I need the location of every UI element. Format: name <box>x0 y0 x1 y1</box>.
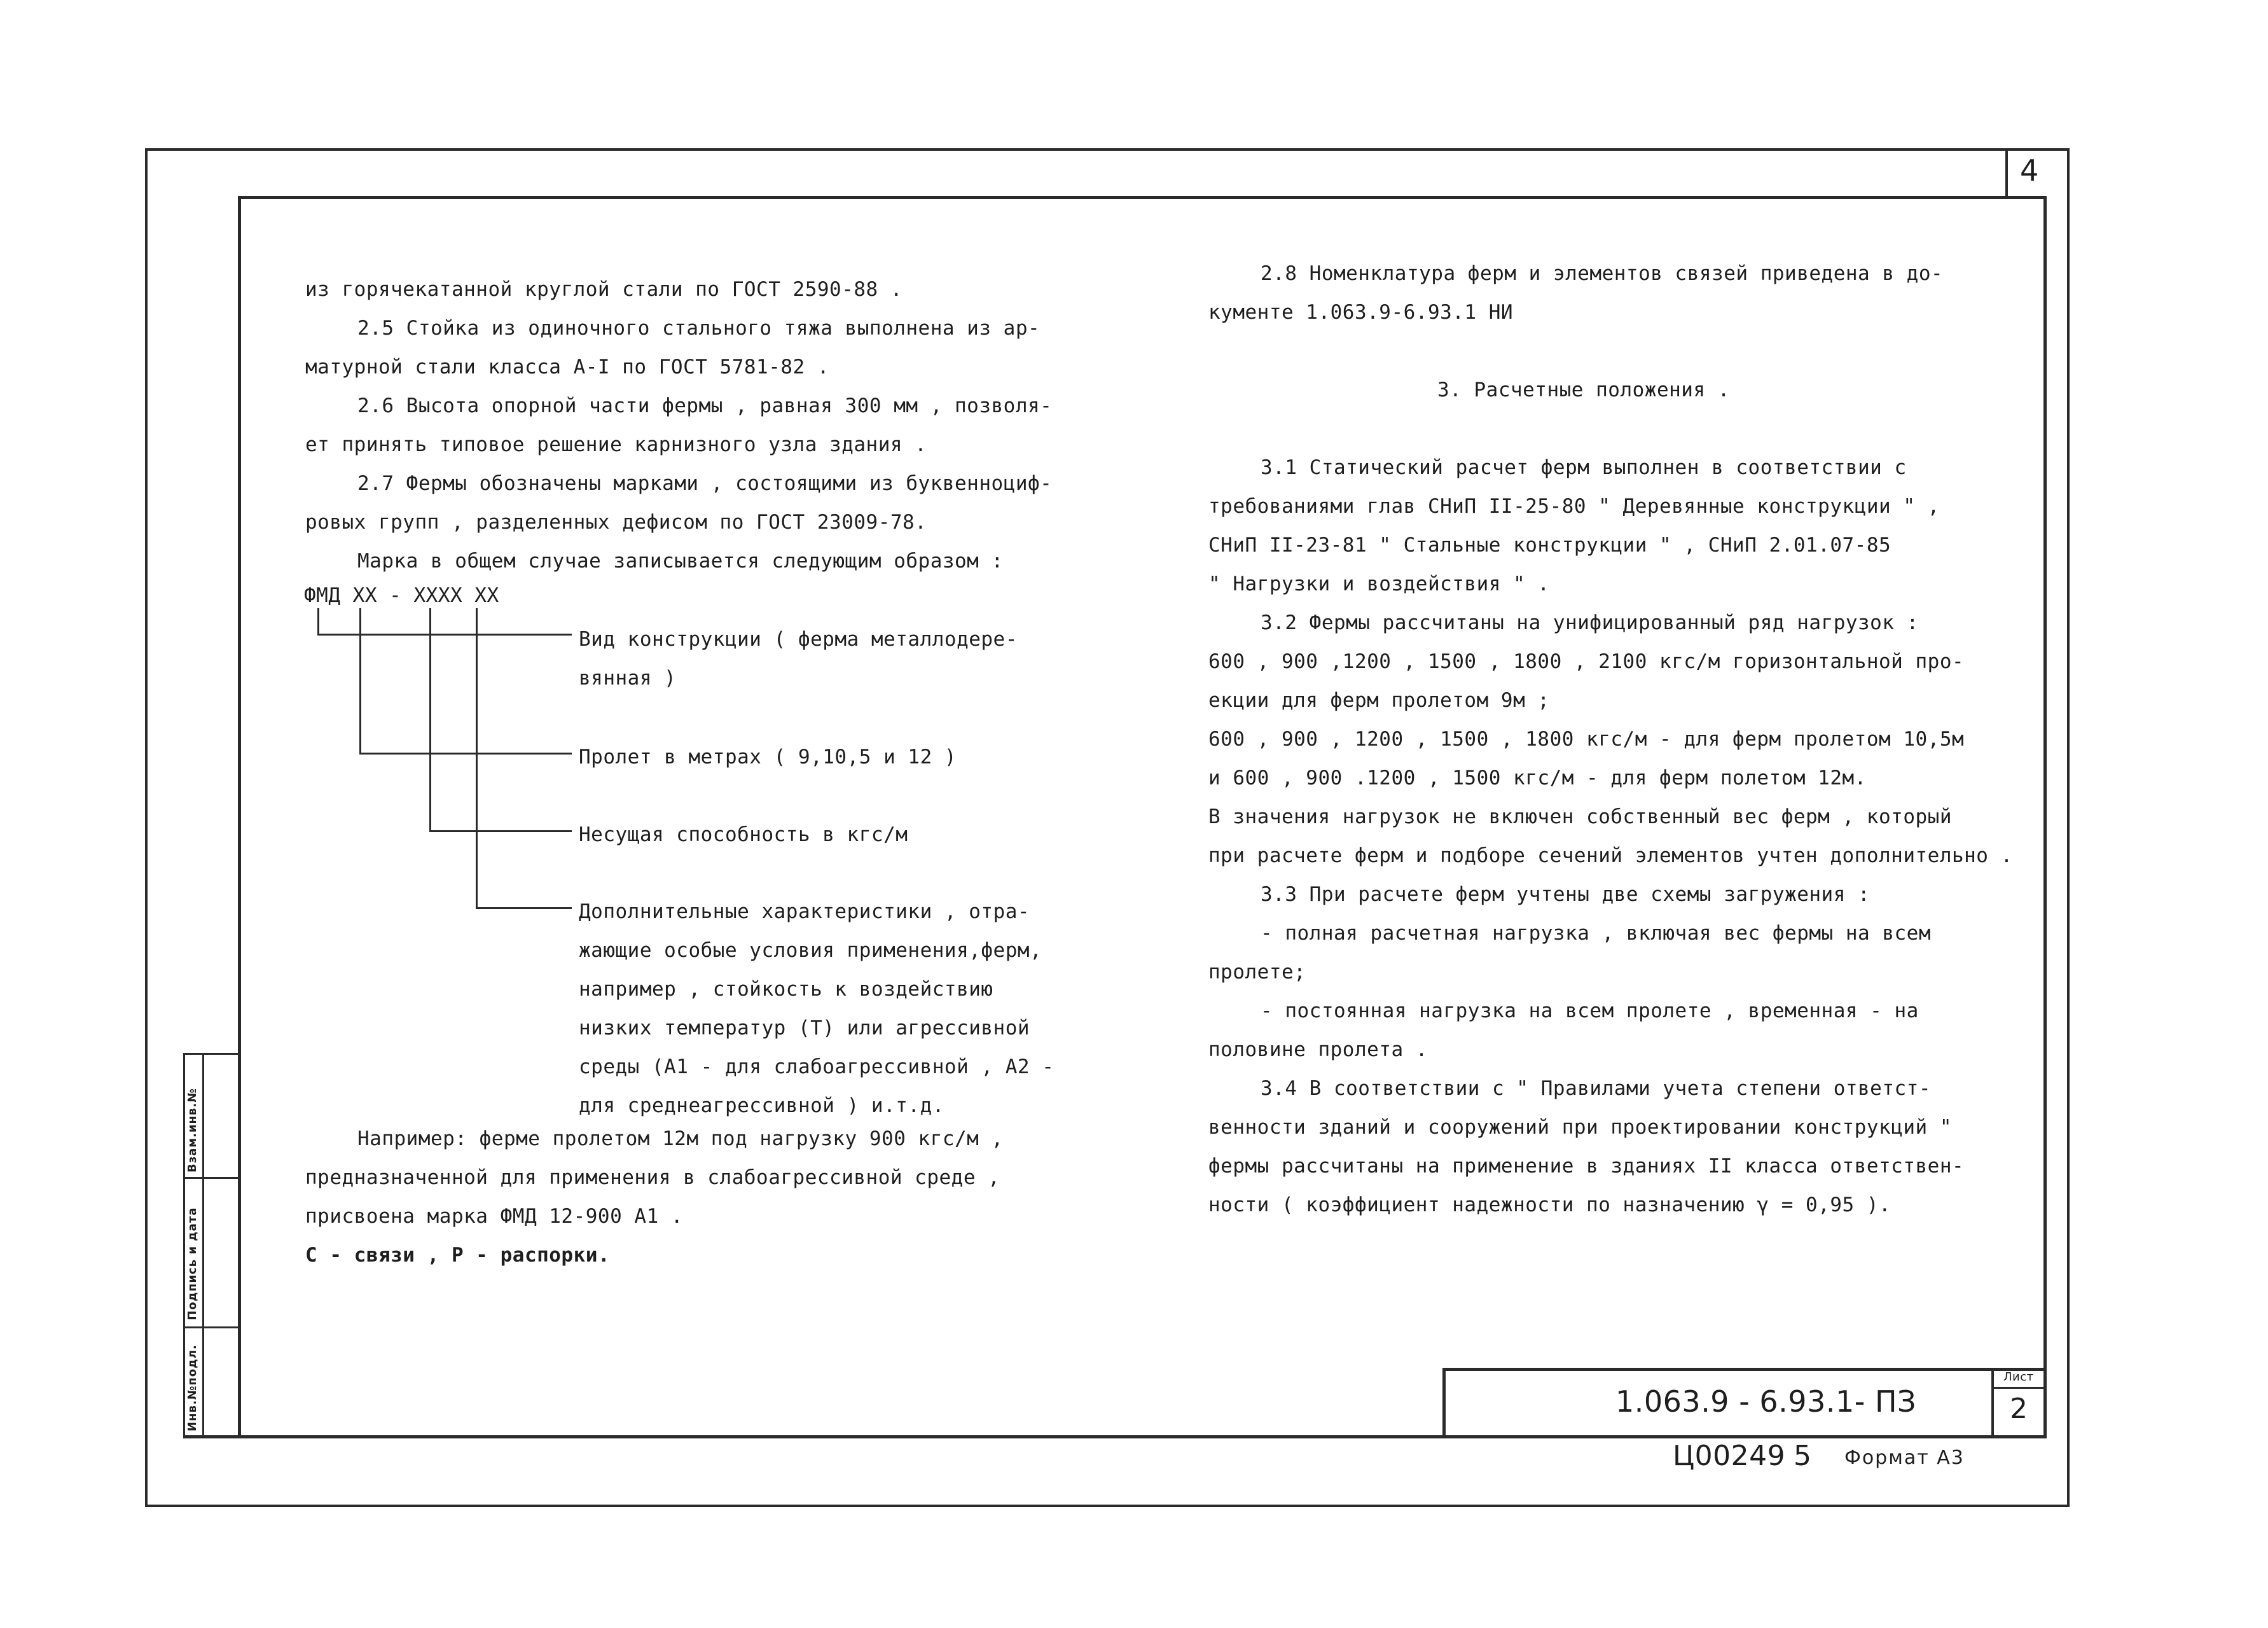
side-stamp-inv-podl: Инв.№подл. <box>186 1344 199 1431</box>
inner-frame-top <box>238 196 2047 199</box>
inner-frame-left <box>238 196 241 1438</box>
right-line <box>1208 332 2013 371</box>
right-line: при расчете ферм и подборе сечений элементов учтен дополнительно . <box>1208 844 2013 867</box>
page-box-left <box>2005 148 2008 196</box>
right-line: - полная расчетная нагрузка , включая вес фермы на всем <box>1261 922 1931 945</box>
example-line: Например: ферме пролетом 12м под нагрузку 900 кгс/м , <box>357 1127 1004 1150</box>
example-line: присвоена марка ФМД 12-900 А1 . <box>305 1205 684 1228</box>
document-code: 1.063.9 - 6.93.1- ПЗ <box>1615 1384 1917 1419</box>
right-line: 600 , 900 , 1200 , 1500 , 1800 кгс/м - для ферм пролетом 10,5м <box>1208 728 1965 751</box>
mark-item-span: Пролет в метрах ( 9,10,5 и 12 ) <box>579 746 957 769</box>
sheet-number: 2 <box>2010 1393 2028 1425</box>
right-line: - постоянная нагрузка на всем пролете , временная - на <box>1261 999 1919 1022</box>
left-line: 2.7 Фермы обозначены марками , состоящими из буквенноциф- <box>357 472 1053 495</box>
right-line: пролете; <box>1208 961 1306 984</box>
right-line: 3.1 Статический расчет ферм выполнен в соответствии с <box>1261 456 1907 479</box>
mark-item-capacity: Несущая способность в кгс/м <box>579 823 908 846</box>
inner-frame-bottom <box>183 1435 2047 1438</box>
left-line: Марка в общем случае записывается следующим образом : <box>357 550 1004 573</box>
right-line: " Нагрузки и воздействия " . <box>1208 573 1550 595</box>
format-label: Формат А3 <box>1844 1447 1965 1469</box>
right-line: кументе 1.063.9-6.93.1 НИ <box>1208 301 1514 324</box>
right-line: 3.2 Фермы рассчитаны на унифицированный ряд нагрузок : <box>1261 611 1919 634</box>
outer-frame-top <box>145 148 2070 151</box>
right-line: 600 , 900 ,1200 , 1500 , 1800 , 2100 кгс/м горизонтальной про- <box>1208 650 1965 673</box>
right-line: и 600 , 900 .1200 , 1500 кгс/м - для ферм полетом 12м. <box>1208 767 1867 790</box>
inner-frame-right <box>2043 196 2047 1438</box>
section-heading: 3. Расчетные положения . <box>1437 379 1730 401</box>
left-line: 2.5 Стойка из одиночного стального тяжа выполнена из ар- <box>357 317 1041 340</box>
right-line <box>1208 410 2013 449</box>
mark-item-construction: Вид конструкции ( ферма металлодере- вянная ) <box>579 628 1018 690</box>
mark-code: ФМД ХХ - ХХХХ ХХ <box>304 584 499 607</box>
right-line: требованиями глав СНиП II-25-80 " Деревянные конструкции " , <box>1208 495 1940 518</box>
right-line: 3.4 В соответствии с " Правилами учета степени ответст- <box>1261 1077 1931 1100</box>
right-line: 3.3 При расчете ферм учтены две схемы загружения : <box>1261 883 1870 906</box>
side-stamp-signature-date: Подпись и дата <box>186 1207 199 1320</box>
left-line: ет принять типовое решение карнизного узла здания . <box>305 433 927 456</box>
page-number: 4 <box>2020 153 2039 188</box>
example-line: предназначенной для применения в слабоагрессивной среде , <box>305 1166 1000 1189</box>
example-block <box>305 1120 1004 1275</box>
right-line: 2.8 Номенклатура ферм и элементов связей приведена в до- <box>1261 262 1944 285</box>
left-text-block <box>305 270 1052 581</box>
example-line: С - связи , Р - распорки. <box>305 1244 611 1267</box>
right-line: фермы рассчитаны на применение в зданиях II класса ответствен- <box>1208 1155 1965 1178</box>
right-line: СНиП II-23-81 " Стальные конструкции " , СНиП 2.01.07-85 <box>1208 534 1891 557</box>
copy-number: 5 <box>1794 1440 1812 1472</box>
archive-number: Ц00249 <box>1673 1440 1786 1472</box>
left-line: ровых групп , разделенных дефисом по ГОСТ 23009-78. <box>305 511 927 534</box>
side-stamp-vzam-inv: Взам.инв.№ <box>186 1088 199 1172</box>
left-line: 2.6 Высота опорной части фермы , равная 300 мм , позволя- <box>357 394 1053 417</box>
right-line: венности зданий и сооружений при проектировании конструкций " <box>1208 1116 1952 1139</box>
left-line: матурной стали класса А-I по ГОСТ 5781-82 . <box>305 356 830 379</box>
right-line: половине пролета . <box>1208 1038 1428 1061</box>
outer-frame-bottom <box>145 1505 2070 1507</box>
right-line: ности ( коэффициент надежности по назначению γ = 0,95 ). <box>1208 1193 1891 1216</box>
right-line: В значения нагрузок не включен собственный вес ферм , который <box>1208 805 1952 828</box>
mark-item-additional: Дополнительные характеристики , отра- жающие особые условия применения,ферм, например , стойкость к воздействию низких температур (Т) или агрессивной среды (А1 - для слабоагрессивной , А2 - для среднеагрессивной ) и.т.д. <box>579 900 1054 1117</box>
right-text-block <box>1208 254 2013 1225</box>
left-line: из горячекатанной круглой стали по ГОСТ 2590-88 . <box>305 278 903 301</box>
outer-frame-right <box>2067 148 2070 1507</box>
outer-frame-left <box>145 148 148 1507</box>
right-line: екции для ферм пролетом 9м ; <box>1208 689 1550 712</box>
sheet-label: Лист <box>2003 1370 2034 1384</box>
